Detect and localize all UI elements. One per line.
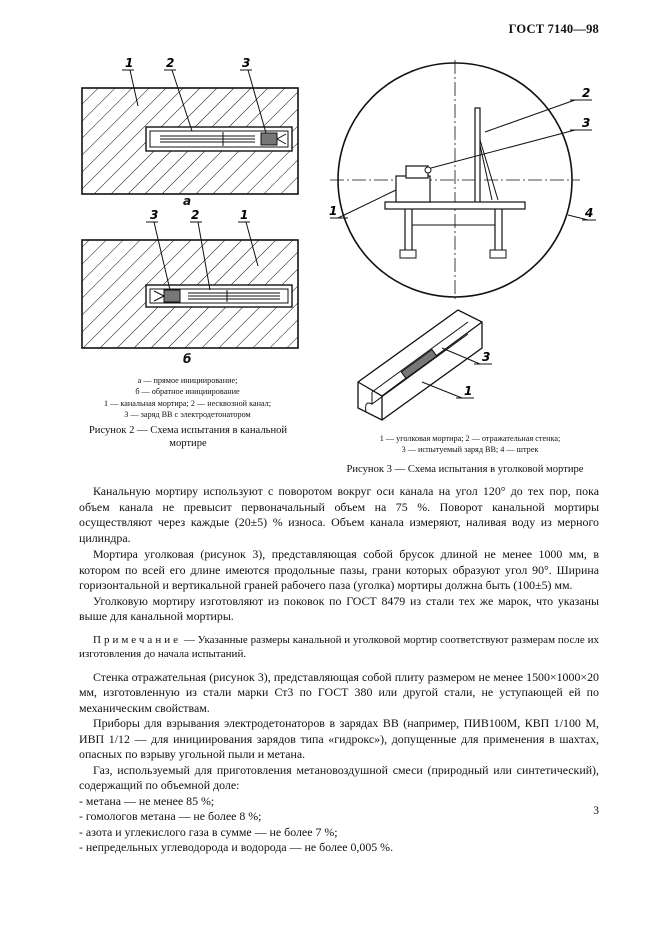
figure-3-mortar-diagram <box>350 300 510 425</box>
gas-composition-list <box>79 794 599 856</box>
note-label: Примечание <box>93 633 181 646</box>
legend-line: б — обратное инициирование <box>135 387 240 397</box>
platform <box>385 202 525 209</box>
callout-2: 2 <box>582 86 591 100</box>
callout-1: 1 <box>464 384 473 398</box>
legend-line: 3 — заряд ВВ с электродетонатором <box>124 409 251 419</box>
list-item: - непредельных углеводорода и водорода — не более 0,005 %. <box>79 840 394 854</box>
list-item: - метана — не менее 85 %; <box>79 793 215 808</box>
callout-3: 3 <box>242 56 251 70</box>
list-item: - азота и углекислого газа в сумме — не более 7 %; <box>79 824 338 839</box>
main-text <box>79 484 599 856</box>
paragraph: Канальную мортиру используют с поворотом вокруг оси канала на угол 120° до тех пор, пока объем канала не превысит первоначальный объем на 75 %. Поворот канальной мортиры осуществляют через каждые (20±5) % износа. Объем канала измеряют, наливая воду из мерного цилиндра. <box>79 484 599 545</box>
legend-line: 1 — канальная мортира; 2 — несквозной канал; <box>103 398 272 408</box>
callout-1: 1 <box>125 56 134 70</box>
angle-mortar <box>396 176 430 202</box>
figure-3-gallery-diagram <box>330 50 600 300</box>
note <box>79 633 599 662</box>
figure-3-legend: 1 — уголковая мортира; 2 — отражательная стенка; 3 — испытуемый заряд ВВ; 4 — штрек <box>379 434 561 455</box>
paragraph: Мортира уголковая (рисунок 3), представляющая собой брусок длиной не менее 1000 мм, в котором по всей его длине имеются продольные пазы, грани которых образуют угол 90°. Ширина горизонтальной и вертикальной граней рабочего паза (уголка) мортиры должна быть (100±5) мм. <box>79 547 599 592</box>
paragraph: Уголковую мортиру изготовляют из поковок по ГОСТ 8479 из стали тех же марок, что указаны выше для канальной мортиры. <box>79 593 599 623</box>
charge <box>164 290 180 302</box>
paragraph: Газ, используемый для приготовления метановоздушной смеси (природный или синтетический), содержащий по объемной доле: <box>79 762 599 792</box>
paragraph: Стенка отражательная (рисунок 3), представляющая собой плиту размером не менее 1500×1000×20 мм, изготовленную из стали марки Ст3 по ГОСТ 380 или другой стали, не уступающей ей по механическим свойствам. <box>79 669 599 715</box>
figure-3-caption: Рисунок 3 — Схема испытания в уголковой мортире <box>346 464 584 475</box>
figure-2b-diagram <box>70 208 310 358</box>
figure-2-legend <box>80 375 295 420</box>
page-number: 3 <box>593 805 599 817</box>
paragraph: Приборы для взрывания электродетонаторов в зарядах ВВ (например, ПИВ100М, КВП 1/100 М, ИВП 1/12 — для инициирования зарядов типа «гидрокс»), допущенные для применения в шахтах, опасных по взрыву угольной пыли и метана. <box>79 716 599 761</box>
callout-2: 2 <box>166 56 175 70</box>
callout-2: 2 <box>191 208 200 222</box>
callout-1: 1 <box>240 208 249 222</box>
legend-line: а — прямое инициирование; <box>137 376 238 385</box>
callout-4: 4 <box>585 206 594 220</box>
callout-3: 3 <box>482 350 491 364</box>
note-text: — Указанные размеры канальной и уголковой мортир соответствуют размерам после их изготовления до начала испытаний. <box>79 633 599 660</box>
subfigure-label-b: б <box>183 352 192 366</box>
subfigure-label-a: а <box>183 194 192 208</box>
callout-1: 1 <box>329 204 338 218</box>
list-item: - гомологов метана — не более 8 %; <box>79 809 262 823</box>
callout-3: 3 <box>582 116 591 130</box>
figure-2a-diagram <box>70 48 310 208</box>
charge <box>261 133 277 145</box>
figure-2-caption: Рисунок 2 — Схема испытания в канальной мортире <box>88 425 288 449</box>
document-code: ГОСТ 7140—98 <box>508 22 599 36</box>
callout-3: 3 <box>150 208 159 222</box>
